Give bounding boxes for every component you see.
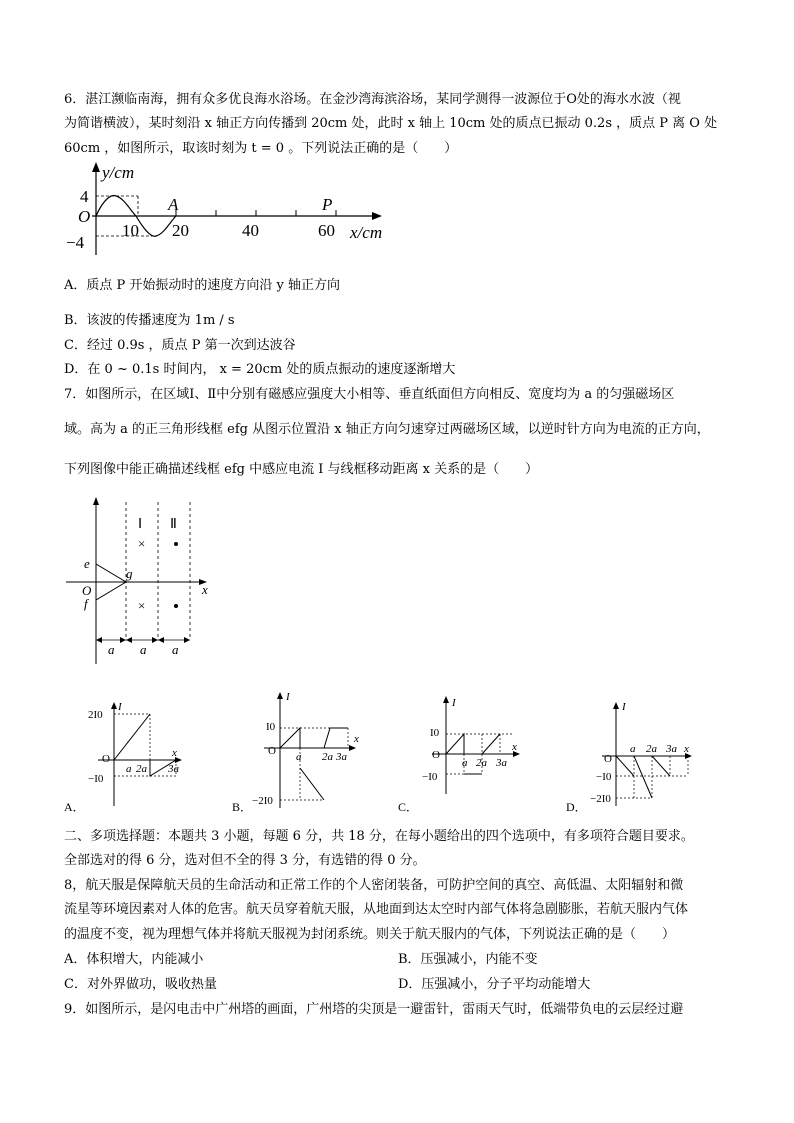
q9-line1: 9．如图所示，是闪电击中广州塔的画面，广州塔的尖顶是一避雷针，雷雨天气时，低端带负电的云层经过避 (64, 1002, 684, 1017)
graph-b-bottom: −2I0 (252, 795, 273, 807)
region-1-label: Ⅰ (138, 517, 143, 532)
q7-line3: 下列图像中能正确描述线框 efg 中感应电流 I 与线框移动距离 x 关系的是（ ） (64, 462, 539, 477)
q8-option-d: D．压强减小，分子平均动能增大 (398, 977, 591, 992)
x-tick-20: 20 (172, 221, 189, 240)
width-label-3: a (172, 642, 179, 657)
graph-d-option-label: D． (566, 800, 587, 814)
graph-c-x: x (512, 741, 517, 753)
graph-b-i: I (286, 691, 290, 703)
graph-b-tick-3a: 3a (336, 751, 347, 763)
section2-line2: 全部选对的得 6 分，选对但不全的得 3 分，有选错的得 0 分。 (64, 853, 426, 868)
q8-line3: 的温度不变，视为理想气体并将航天服视为封闭系统。则关于航天服内的气体，下列说法正确的是（ ） (64, 927, 676, 942)
graph-a-bottom: −I0 (88, 773, 104, 785)
graph-b-origin: O (268, 745, 276, 757)
graph-c-origin: O (432, 749, 440, 761)
field-cross-upper: × (138, 536, 146, 551)
graph-a-x: x (172, 747, 177, 759)
q7-line2: 域。高为 a 的正三角形线框 efg 从图示位置沿 x 轴正方向匀速穿过两磁场区域，以逆时针方向为电流的正方向， (64, 422, 710, 437)
x-tick-60: 60 (318, 221, 335, 240)
diagram-x-label: x (202, 582, 208, 597)
graph-c-tick-a: a (462, 757, 468, 769)
region-2-label: Ⅱ (170, 517, 177, 532)
x-tick-40: 40 (242, 221, 259, 240)
field-dot-lower (174, 604, 178, 608)
origin-label: O (78, 207, 91, 226)
section2-line1: 二、多项选择题：本题共 3 小题，每题 6 分，共 18 分，在每小题给出的四个选项中，有多项符合题目要求。 (64, 829, 694, 844)
width-label-1: a (108, 642, 115, 657)
wave-graph (60, 160, 400, 260)
graph-a-tick-a: a (126, 763, 132, 775)
graph-c-tick-2a: 2a (476, 757, 487, 769)
graph-c-tick-3a: 3a (496, 757, 507, 769)
graph-d-i: I (622, 701, 626, 713)
magnetic-field-diagram (64, 494, 224, 666)
graph-b-tick-a: a (296, 751, 302, 763)
vertex-e-label: e (84, 556, 90, 571)
graph-a-origin: O (102, 753, 110, 765)
q8-option-b: B．压强减小，内能不变 (398, 952, 538, 967)
y-tick-neg4: −4 (66, 233, 85, 252)
vertex-f-label: f (84, 596, 88, 611)
point-p-label: P (322, 195, 333, 214)
graph-d-bottom: −2I0 (590, 793, 611, 805)
field-cross-lower: × (138, 598, 146, 613)
q8-option-c: C．对外界做功，吸收热量 (64, 977, 217, 992)
q8-line2: 流星等环境因素对人体的危害。航天员穿着航天服，从地面到达太空时内部气体将急剧膨胀，若航天服内气体 (64, 902, 689, 917)
graph-d-tick-3a: 3a (666, 743, 677, 755)
graph-c (420, 694, 530, 798)
q6-option-d: D．在 0 ~ 0.1s 时间内， x = 20cm 处的质点振动的速度逐渐增大 (64, 362, 456, 377)
graph-b-top: I0 (266, 721, 276, 733)
graph-b-x: x (354, 733, 359, 745)
graph-d-x: x (684, 743, 689, 755)
graph-d (590, 700, 704, 810)
graph-c-bottom: −I0 (422, 771, 438, 783)
q6-line2: 为简谐横波），某时刻沿 x 轴正方向传播到 20cm 处，此时 x 轴上 10cm 处的质点已振动 0.2s ，质点 P 离 O 处 (64, 116, 718, 131)
graph-a-tick-2a: 2a (136, 763, 147, 775)
width-label-2: a (140, 642, 147, 657)
graph-b-tick-2a: 2a (322, 751, 333, 763)
q6-line3: 60cm ，如图所示，取该时刻为 t = 0 。下列说法正确的是（ ） (64, 141, 458, 156)
graph-c-option-label: C． (398, 800, 419, 814)
graph-a (84, 700, 194, 810)
graph-a-i: I (118, 701, 122, 713)
point-a-label: A (168, 195, 179, 214)
x-tick-10: 10 (122, 221, 139, 240)
graph-a-top: 2I0 (88, 709, 103, 721)
q6-option-b: B．该波的传播速度为 1m / s (64, 313, 235, 328)
vertex-g-label: g (126, 566, 133, 581)
graph-b-option-label: B． (232, 800, 253, 814)
graph-c-i: I (452, 697, 456, 709)
q6-line1: 6．湛江濒临南海，拥有众多优良海水浴场。在金沙湾海滨浴场，某同学测得一波源位于O处的海水水波（视 (64, 92, 681, 107)
graph-d-tick-2a: 2a (646, 743, 657, 755)
graph-d-origin: O (604, 753, 612, 765)
x-axis-label: x/cm (350, 223, 383, 242)
graph-d-top: −I0 (596, 771, 612, 783)
diagram-origin: O (82, 583, 92, 598)
graph-b (250, 690, 370, 814)
graph-d-tick-a: a (630, 743, 636, 755)
field-dot-upper (174, 542, 178, 546)
graph-a-option-label: A． (64, 800, 85, 814)
q6-option-a: A．质点 P 开始振动时的速度方向沿 y 轴正方向 (64, 278, 341, 293)
q8-line1: 8，航天服是保障航天员的生命活动和正常工作的个人密闭装备，可防护空间的真空、高低温、太阳辐射和微 (64, 878, 684, 893)
q6-option-c: C．经过 0.9s ，质点 P 第一次到达波谷 (64, 338, 296, 353)
q8-option-a: A．体积增大，内能减小 (64, 952, 204, 967)
graph-a-tick-3a: 3a (168, 763, 179, 775)
y-tick-4: 4 (80, 187, 89, 206)
q7-line1: 7．如图所示，在区域Ⅰ、Ⅱ中分别有磁感应强度大小相等、垂直纸面但方向相反、宽度均为 a 的匀强磁场区 (64, 387, 675, 402)
graph-c-top: I0 (430, 727, 440, 739)
y-axis-label: y/cm (102, 163, 135, 182)
